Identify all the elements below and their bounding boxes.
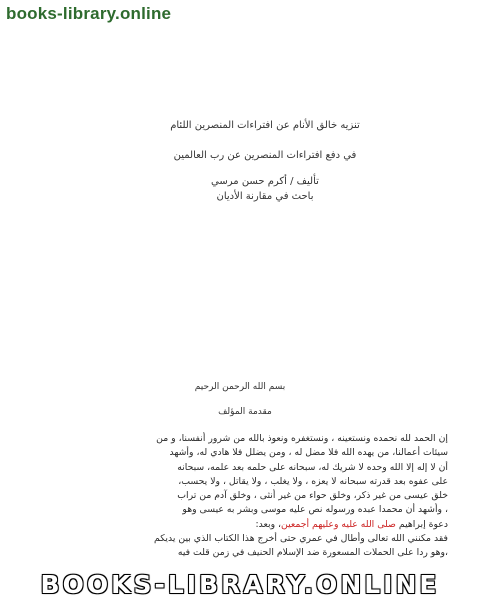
paragraph-text: دعوة إبراهيم (395, 518, 448, 530)
paragraph-line: سيئات أعمالنا، من يهده الله فلا مضل له ، ومن يضلل فلا هادي له، وأشهد (169, 447, 448, 459)
book-title: تنزيه خالق الأنام عن افتراءات المنصرين اللئام (170, 120, 360, 131)
paragraph-line: أن لا إله إلا الله وحده لا شريك له، سبحانه على حلمه بعد علمه، سبحانه (177, 461, 448, 473)
paragraph-line: فقد مكنني الله تعالى وأطال في عمري حتى أخرج هذا الكتاب الذي بين يديكم (154, 533, 448, 545)
author-role: باحث في مقارنة الأديان (216, 191, 314, 202)
basmala: بسم الله الرحمن الرحيم (194, 382, 286, 392)
paragraph-line: على عفوه بعد قدرته سبحانه لا يعزه ، ولا يغلب ، ولا يقاتل ، ولا يحسب، (178, 475, 448, 487)
watermark-bottom: BOOKS-LIBRARY.ONLINE (40, 570, 440, 599)
paragraph-line: إن الحمد لله نحمده ونستعينه ، ونستغفره ونعوذ بالله من شرور أنفسنا، و من (156, 433, 448, 444)
paragraph-line (32, 518, 448, 532)
paragraph-text: ، وبعد: (255, 518, 282, 530)
paragraph-line: ،وهو ردا على الحملات المسعورة ضد الإسلام الحنيف في زمن قلت فيه (177, 547, 448, 559)
book-subtitle: في دفع افتراءات المنصرين عن رب العالمين (173, 150, 357, 161)
salutation-highlight: صلى الله عليه وعليهم أجمعين (281, 518, 396, 530)
paragraph-line: خلق عيسى من غير ذكر، وخلق حواء من غير أنثى ، وخلق آدم من تراب (177, 490, 448, 502)
intro-heading: مقدمة المؤلف (218, 407, 272, 417)
paragraph-line: ، وأشهد أن محمدا عبده ورسوله نص عليه موسى وبشر به عيسى وهو (182, 504, 448, 516)
watermark-top: books-library.online (6, 4, 172, 23)
intro-paragraph (32, 432, 448, 561)
author-line: تأليف / أكرم حسن مرسي (211, 176, 319, 187)
